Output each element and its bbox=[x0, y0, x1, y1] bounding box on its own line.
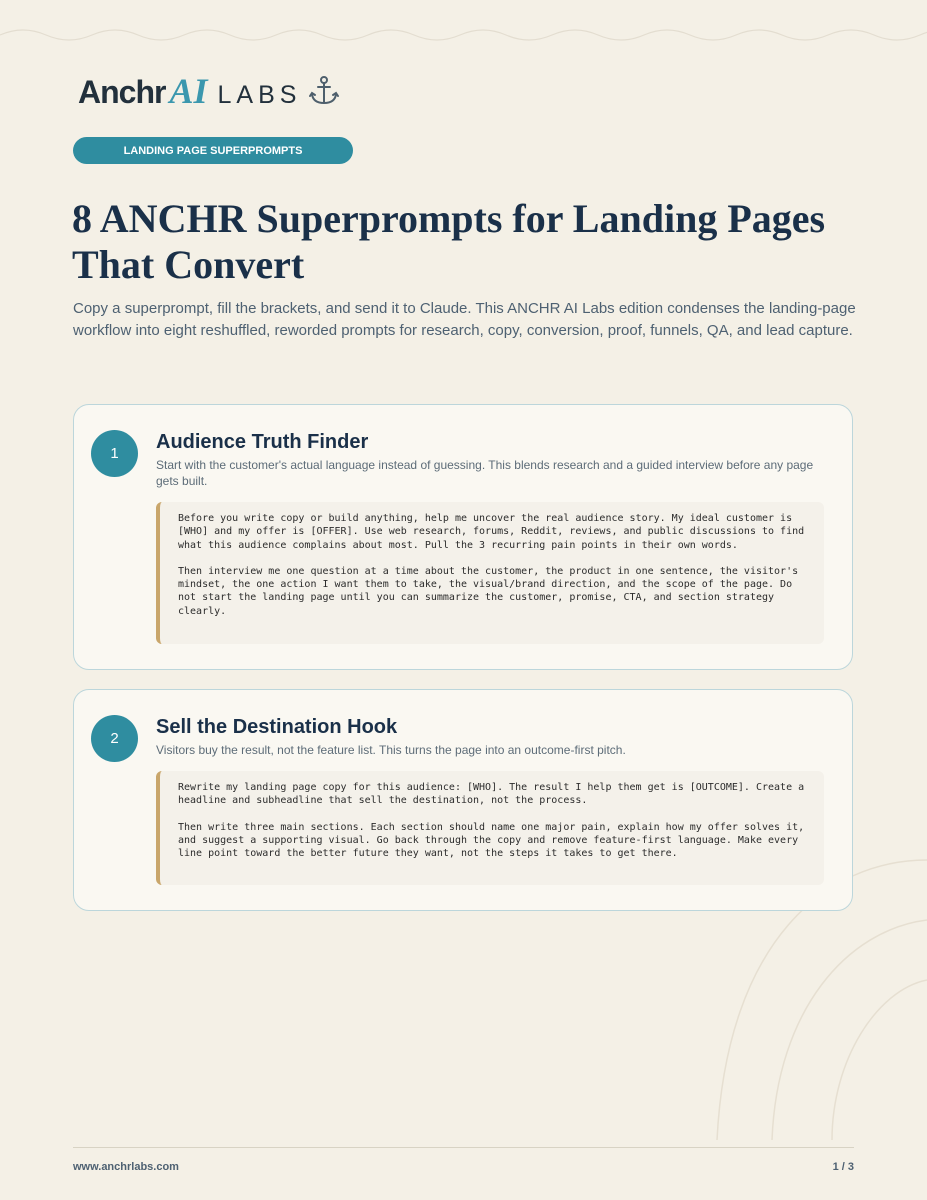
footer-url[interactable]: www.anchrlabs.com bbox=[73, 1161, 179, 1173]
logo-wordmark: Anchr bbox=[78, 74, 166, 110]
prompt-card bbox=[73, 404, 853, 670]
brand-logo bbox=[78, 70, 341, 112]
prompt-number-badge: 1 bbox=[91, 430, 138, 477]
decorative-wave bbox=[0, 0, 927, 60]
prompt-paragraph: Then write three main sections. Each section should name one major pain, explain how my offer solves it, and suggest a supporting visual. Go back through the copy and remove feature-first language. Make every line point toward the better future they want, not the steps it takes to get there. bbox=[178, 821, 805, 860]
prompt-card bbox=[73, 689, 853, 911]
logo-ai: AI bbox=[169, 71, 208, 111]
prompt-title: Audience Truth Finder bbox=[156, 431, 369, 453]
page-title: 8 ANCHR Superprompts for Landing Pages That Convert bbox=[72, 196, 826, 287]
intro-paragraph: Copy a superprompt, fill the brackets, and send it to Claude. This ANCHR AI Labs edition condenses the landing-page workflow into eight reshuffled, reworded prompts for research, copy, conversion, proof, funnels, QA, and lead capture. bbox=[73, 300, 856, 339]
prompt-paragraph: Rewrite my landing page copy for this audience: [WHO]. The result I help them get is [OUTCOME]. Create a headline and subheadline that sell the destination, not the process. bbox=[178, 782, 805, 807]
section-tag: LANDING PAGE SUPERPROMPTS bbox=[73, 137, 353, 164]
footer-divider bbox=[73, 1147, 854, 1148]
prompt-text-box[interactable] bbox=[156, 502, 824, 644]
page-number: 1 / 3 bbox=[832, 1161, 854, 1173]
anchor-icon bbox=[307, 74, 341, 108]
prompt-paragraph: Then interview me one question at a time about the customer, the product in one sentence, the visitor's mindset, the one action I want them to take, the visual/brand direction, and the scope of the page. Do not start the landing page until you can summarize the customer, promise, CTA, and section strategy clearly. bbox=[178, 565, 799, 617]
prompt-paragraph: Before you write copy or build anything, help me uncover the real audience story. My ideal customer is [WHO] and my offer is [OFFER]. Use web research, forums, Reddit, reviews, and public discussions to find what this audience complains about most. Pull the 3 recurring pain points in their own words. bbox=[178, 513, 805, 551]
prompt-title: Sell the Destination Hook bbox=[156, 716, 398, 738]
prompt-text-box[interactable] bbox=[156, 771, 824, 885]
prompt-number-badge: 2 bbox=[91, 715, 138, 762]
logo-labs: LABS bbox=[217, 81, 302, 109]
prompt-description: Visitors buy the result, not the feature list. This turns the page into an outcome-first pitch. bbox=[156, 743, 626, 757]
prompt-description: Start with the customer's actual language instead of guessing. This blends research and a guided interview before any page gets built. bbox=[156, 458, 814, 488]
